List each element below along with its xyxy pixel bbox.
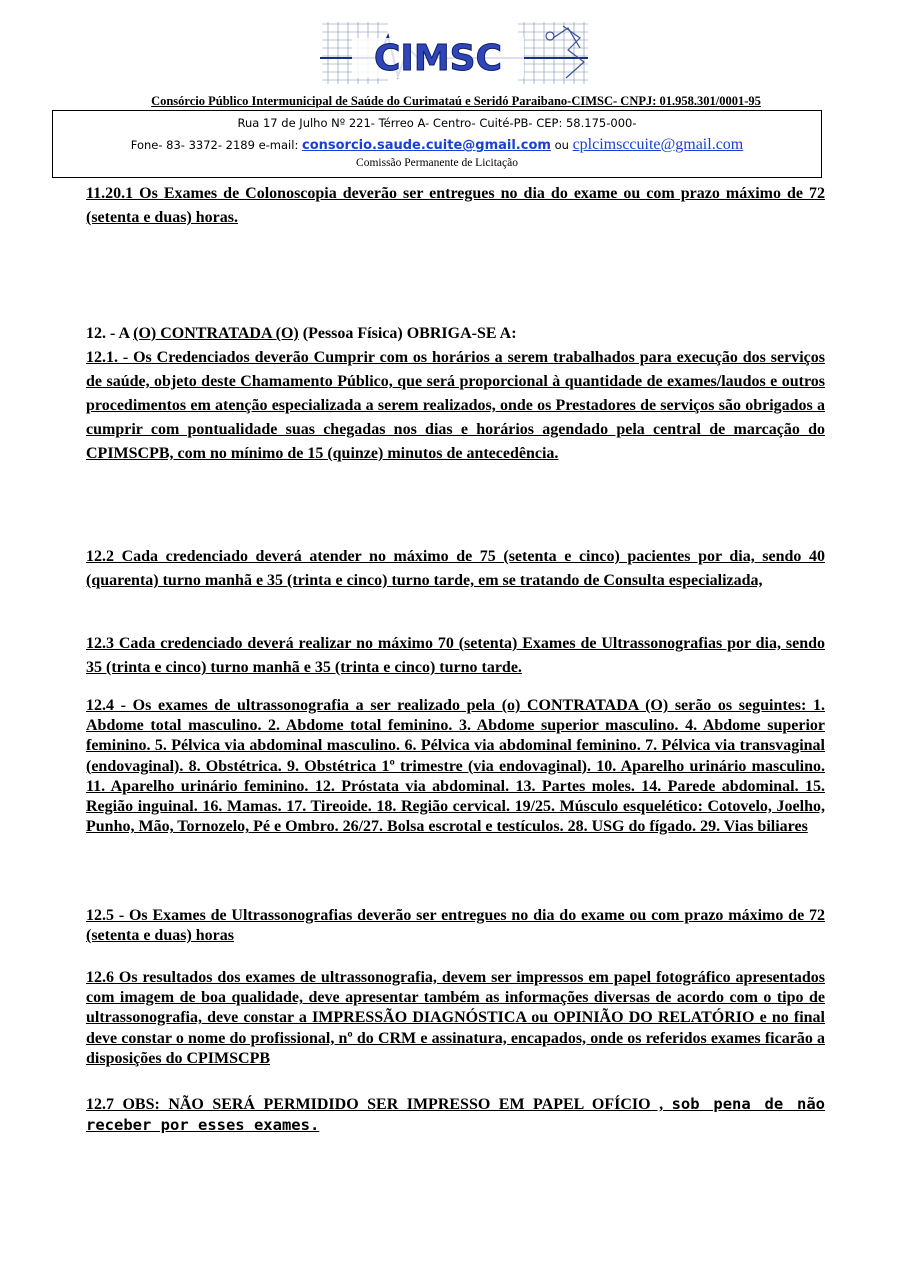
paragraph-11-20-1: 11.20.1 Os Exames de Colonoscopia deverão ser entregues no dia do exame ou com prazo máximo de 72 (setenta e duas) horas. (86, 185, 825, 226)
email-link-primary[interactable]: consorcio.saude.cuite@gmail.com (301, 138, 551, 153)
commission-line: Comissão Permanente de Licitação (356, 157, 518, 169)
cimsc-logo (318, 18, 592, 92)
organization-line: Consórcio Público Intermunicipal de Saúde do Curimataú e Seridó Paraibano-CIMSC- CNPJ: 01.958.301/0001-95 (151, 94, 761, 108)
email-join-text: ou (550, 138, 573, 152)
paragraph-12-6: 12.6 Os resultados dos exames de ultrassonografia, devem ser impressos em papel fotográfico apresentados com imagem de boa qualidade, deve apresentar também as informações diversas de acordo com o tipo de ultrassonografia, deve constar a IMPRESSÃO DIAGNÓSTICA ou OPINIÃO DO RELATÓRIO e no final deve constar o nome do profissional, nº do CRM e assinatura, encapados, onde os referidos exames ficarão a disposições do CPIMSCPB (86, 969, 825, 1067)
paragraph-12-7-notice: 12.7 OBS: NÃO SERÁ PERMIDIDO SER IMPRESSO EM PAPEL OFÍCIO , (86, 1096, 672, 1113)
section-12-contracted: (O) CONTRATADA (O) (133, 325, 299, 342)
paragraph-12-7 (86, 1094, 825, 1136)
contact-line (53, 136, 821, 154)
email-link-secondary[interactable]: cplcimsccuite@gmail.com (572, 136, 744, 153)
section-12-suffix: (Pessoa Física) OBRIGA-SE A: (298, 325, 517, 342)
section-12-prefix: 12. - A (86, 325, 134, 342)
paragraph-12-1: 12.1. - Os Credenciados deverão Cumprir com os horários a serem trabalhados para execução dos serviços de saúde, objeto deste Chamamento Público, que será proporcional à quantidade de exames/laudos e outros procedimentos em atenção especializada a serem realizados, onde os Prestadores de serviços são obrigados a cumprir com pontualidade suas chegadas nos dias e horários agendado pela central de marcação do CPIMSCPB, com no mínimo de 15 (quinze) minutos de antecedência. (86, 349, 825, 462)
phone-text: Fone- 83- 3372- 2189 e-mail: (130, 138, 302, 152)
header-contact-box (52, 110, 822, 178)
paragraph-12-7-penalty: sob pena de não receber por esses exames. (86, 1095, 825, 1135)
paragraph-12-4: 12.4 - Os exames de ultrassonografia a ser realizado pela (o) CONTRATADA (O) serão os seguintes: 1. Abdome total masculino. 2. Abdome total feminino. 3. Abdome superior masculino. 4. Abdome superior feminino. 5. Pélvica via abdominal masculino. 6. Pélvica via abdominal feminino. 7. Pélvica via transvaginal (endovaginal). 8. Obstétrica. 9. Obstétrica 1º trimestre (via endovaginal). 10. Aparelho urinário masculino. 11. Aparelho urinário feminino. 12. Próstata via abdominal. 13. Partes moles. 14. Parede abdominal. 15. Região inguinal. 16. Mamas. 17. Tireoide. 18. Região cervical. 19/25. Músculo esquelético: Cotovelo, Joelho, Punho, Mão, Tornozelo, Pé e Ombro. 26/27. Bolsa escrotal e testículos. 28. USG do fígado. 29. Vias biliares (86, 697, 825, 836)
paragraph-12-2: 12.2 Cada credenciado deverá atender no máximo de 75 (setenta e cinco) pacientes por dia, sendo 40 (quarenta) turno manhã e 35 (trinta e cinco) turno tarde, em se tratando de Consulta especializada, (86, 548, 825, 589)
logo-text: CIMSC (374, 38, 502, 79)
paragraph-12-3: 12.3 Cada credenciado deverá realizar no máximo 70 (setenta) Exames de Ultrassonografias por dia, sendo 35 (trinta e cinco) turno manhã e 35 (trinta e cinco) turno tarde. (86, 635, 825, 676)
section-12-heading (86, 322, 825, 346)
paragraph-12-5: 12.5 - Os Exames de Ultrassonografias deverão ser entregues no dia do exame ou com prazo máximo de 72 (setenta e duas) horas (86, 907, 825, 945)
address-line: Rua 17 de Julho Nº 221- Térreo A- Centro- Cuité-PB- CEP: 58.175-000- (237, 116, 637, 130)
